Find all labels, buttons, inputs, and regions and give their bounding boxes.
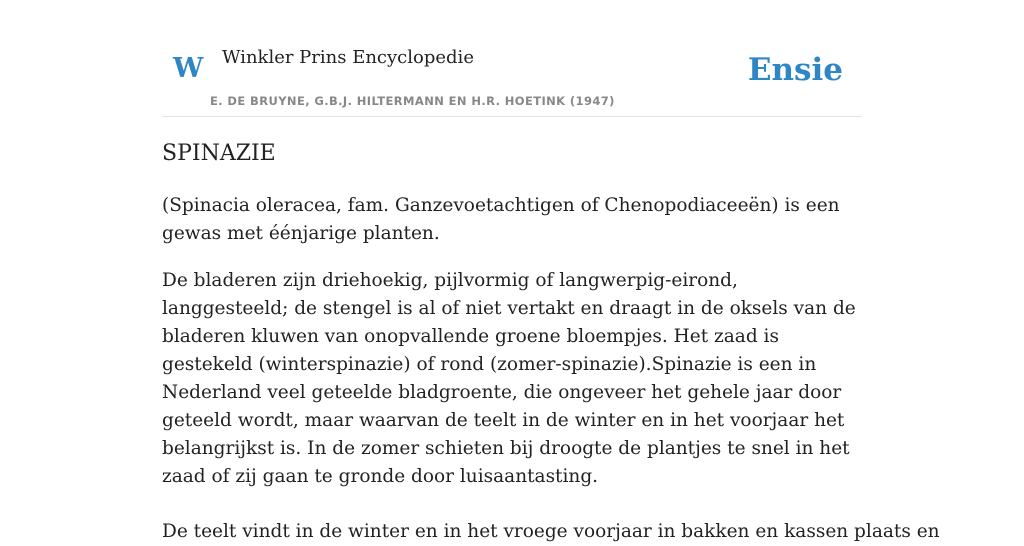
article-paragraph-3: De teelt vindt in de winter en in het vroege voorjaar in bakken en kassen plaats en bbox=[162, 521, 940, 542]
article-paragraph-1: (Spinacia oleracea, fam. Ganzevoetachtigen of Chenopodiaceeën) is een gewas met éénjarige planten. bbox=[162, 195, 840, 244]
article bbox=[162, 138, 940, 546]
article-paragraph-2: De bladeren zijn driehoekig, pijlvormig of langwerpig-eirond, langgesteeld; de stengel is al of niet vertakt en draagt in de oksels van de bladeren kluwen van onopvallende groene bloempjes. Het zaad is gestekeld (winterspinazie) of rond (zomer-spinazie).Spinazie is een in Nederland veel geteelde bladgroente, die ongeveer het gehele jaar door geteeld wordt, maar waarvan de teelt in de winter en in het voorjaar het belangrijkst is. In de zomer schieten bij droogte de plantjes te snel in het zaad of zij gaan te gronde door luisaantasting. bbox=[162, 270, 856, 487]
ensie-logo[interactable]: Ensie bbox=[747, 52, 843, 88]
winkler-prins-logo[interactable]: W bbox=[173, 53, 204, 84]
source-header bbox=[162, 0, 862, 117]
source-title[interactable]: Winkler Prins Encyclopedie bbox=[222, 47, 474, 68]
article-title: SPINAZIE bbox=[162, 141, 276, 166]
source-authors: E. DE BRUYNE, G.B.J. HILTERMANN EN H.R. HOETINK (1947) bbox=[210, 94, 615, 108]
